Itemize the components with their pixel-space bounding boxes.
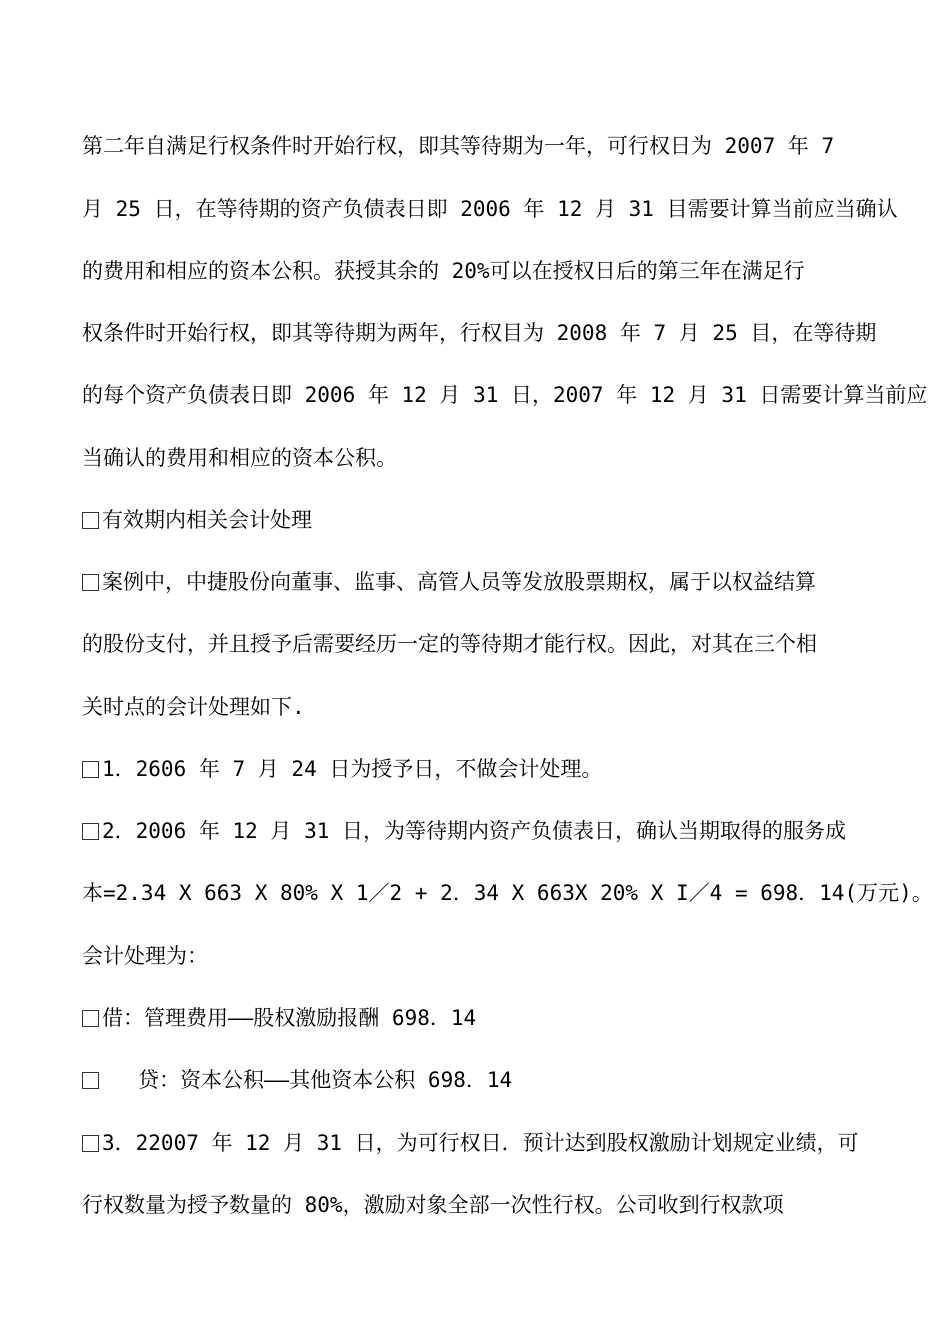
- list-item-line: [82, 754, 882, 784]
- journal-entry-credit: [82, 1065, 882, 1095]
- paragraph-line: 行权数量为授予数量的 80%，激励对象全部一次性行权。公司收到行权款项: [82, 1193, 784, 1217]
- debit-entry-text: 借：管理费用——股权激励报酬 698．14: [102, 1006, 477, 1030]
- credit-entry-text: 贷：资本公积——其他资本公积 698．14: [138, 1068, 513, 1092]
- journal-entry-debit: [82, 1003, 882, 1033]
- paragraph-line: 会计处理为：: [82, 944, 208, 968]
- section-heading: 有效期内相关会计处理: [102, 508, 312, 532]
- paragraph-line: 第二年自满足行权条件时开始行权，即其等待期为一年，可行权日为 2007 年 7: [82, 134, 835, 158]
- paragraph-line: 月 25 日，在等待期的资产负债表日即 2006 年 12 月 31 目需要计算当前应当确认: [82, 197, 898, 221]
- list-item-line: [82, 1128, 882, 1158]
- paragraph-line: 关时点的会计处理如下.: [82, 695, 305, 719]
- formula-line: 本=2.34 X 663 X 80% X 1／2 + 2．34 X 663X 20% X I／4 = 698．14(万元)。: [82, 881, 933, 905]
- paragraph-line: 的股份支付，并且授予后需要经历一定的等待期才能行权。因此，对其在三个相: [82, 632, 817, 656]
- paragraph-line: 当确认的费用和相应的资本公积。: [82, 446, 397, 470]
- checkbox-square-icon: [82, 1072, 99, 1089]
- paragraph-line: 权条件时开始行权，即其等待期为两年，行权目为 2008 年 7 月 25 目，在等待期: [82, 321, 877, 345]
- section-heading-line: [82, 505, 882, 535]
- list-item-line: [82, 816, 882, 846]
- checkbox-square-icon: [82, 761, 99, 778]
- checkbox-square-icon: [82, 574, 99, 591]
- list-item-text: 1．2606 年 7 月 24 日为授予日，不做会计处理。: [102, 757, 603, 781]
- paragraph-line: 的费用和相应的资本公积。获授其余的 20%可以在授权日后的第三年在满足行: [82, 259, 805, 283]
- list-item-text: 3．22007 年 12 月 31 日，为可行权日．预计达到股权激励计划规定业绩，可: [102, 1131, 859, 1155]
- list-item-text: 2．2006 年 12 月 31 日，为等待期内资产负债表日，确认当期取得的服务成: [102, 819, 847, 843]
- paragraph-line: [82, 567, 882, 597]
- paragraph-line: 的每个资产负债表日即 2006 年 12 月 31 日，2007 年 12 月 31 日需要计算当前应: [82, 383, 928, 407]
- checkbox-square-icon: [82, 823, 99, 840]
- checkbox-square-icon: [82, 1010, 99, 1027]
- checkbox-square-icon: [82, 512, 99, 529]
- paragraph-text: 案例中，中捷股份向董事、监事、高管人员等发放股票期权，属于以权益结算: [102, 570, 816, 594]
- checkbox-square-icon: [82, 1135, 99, 1152]
